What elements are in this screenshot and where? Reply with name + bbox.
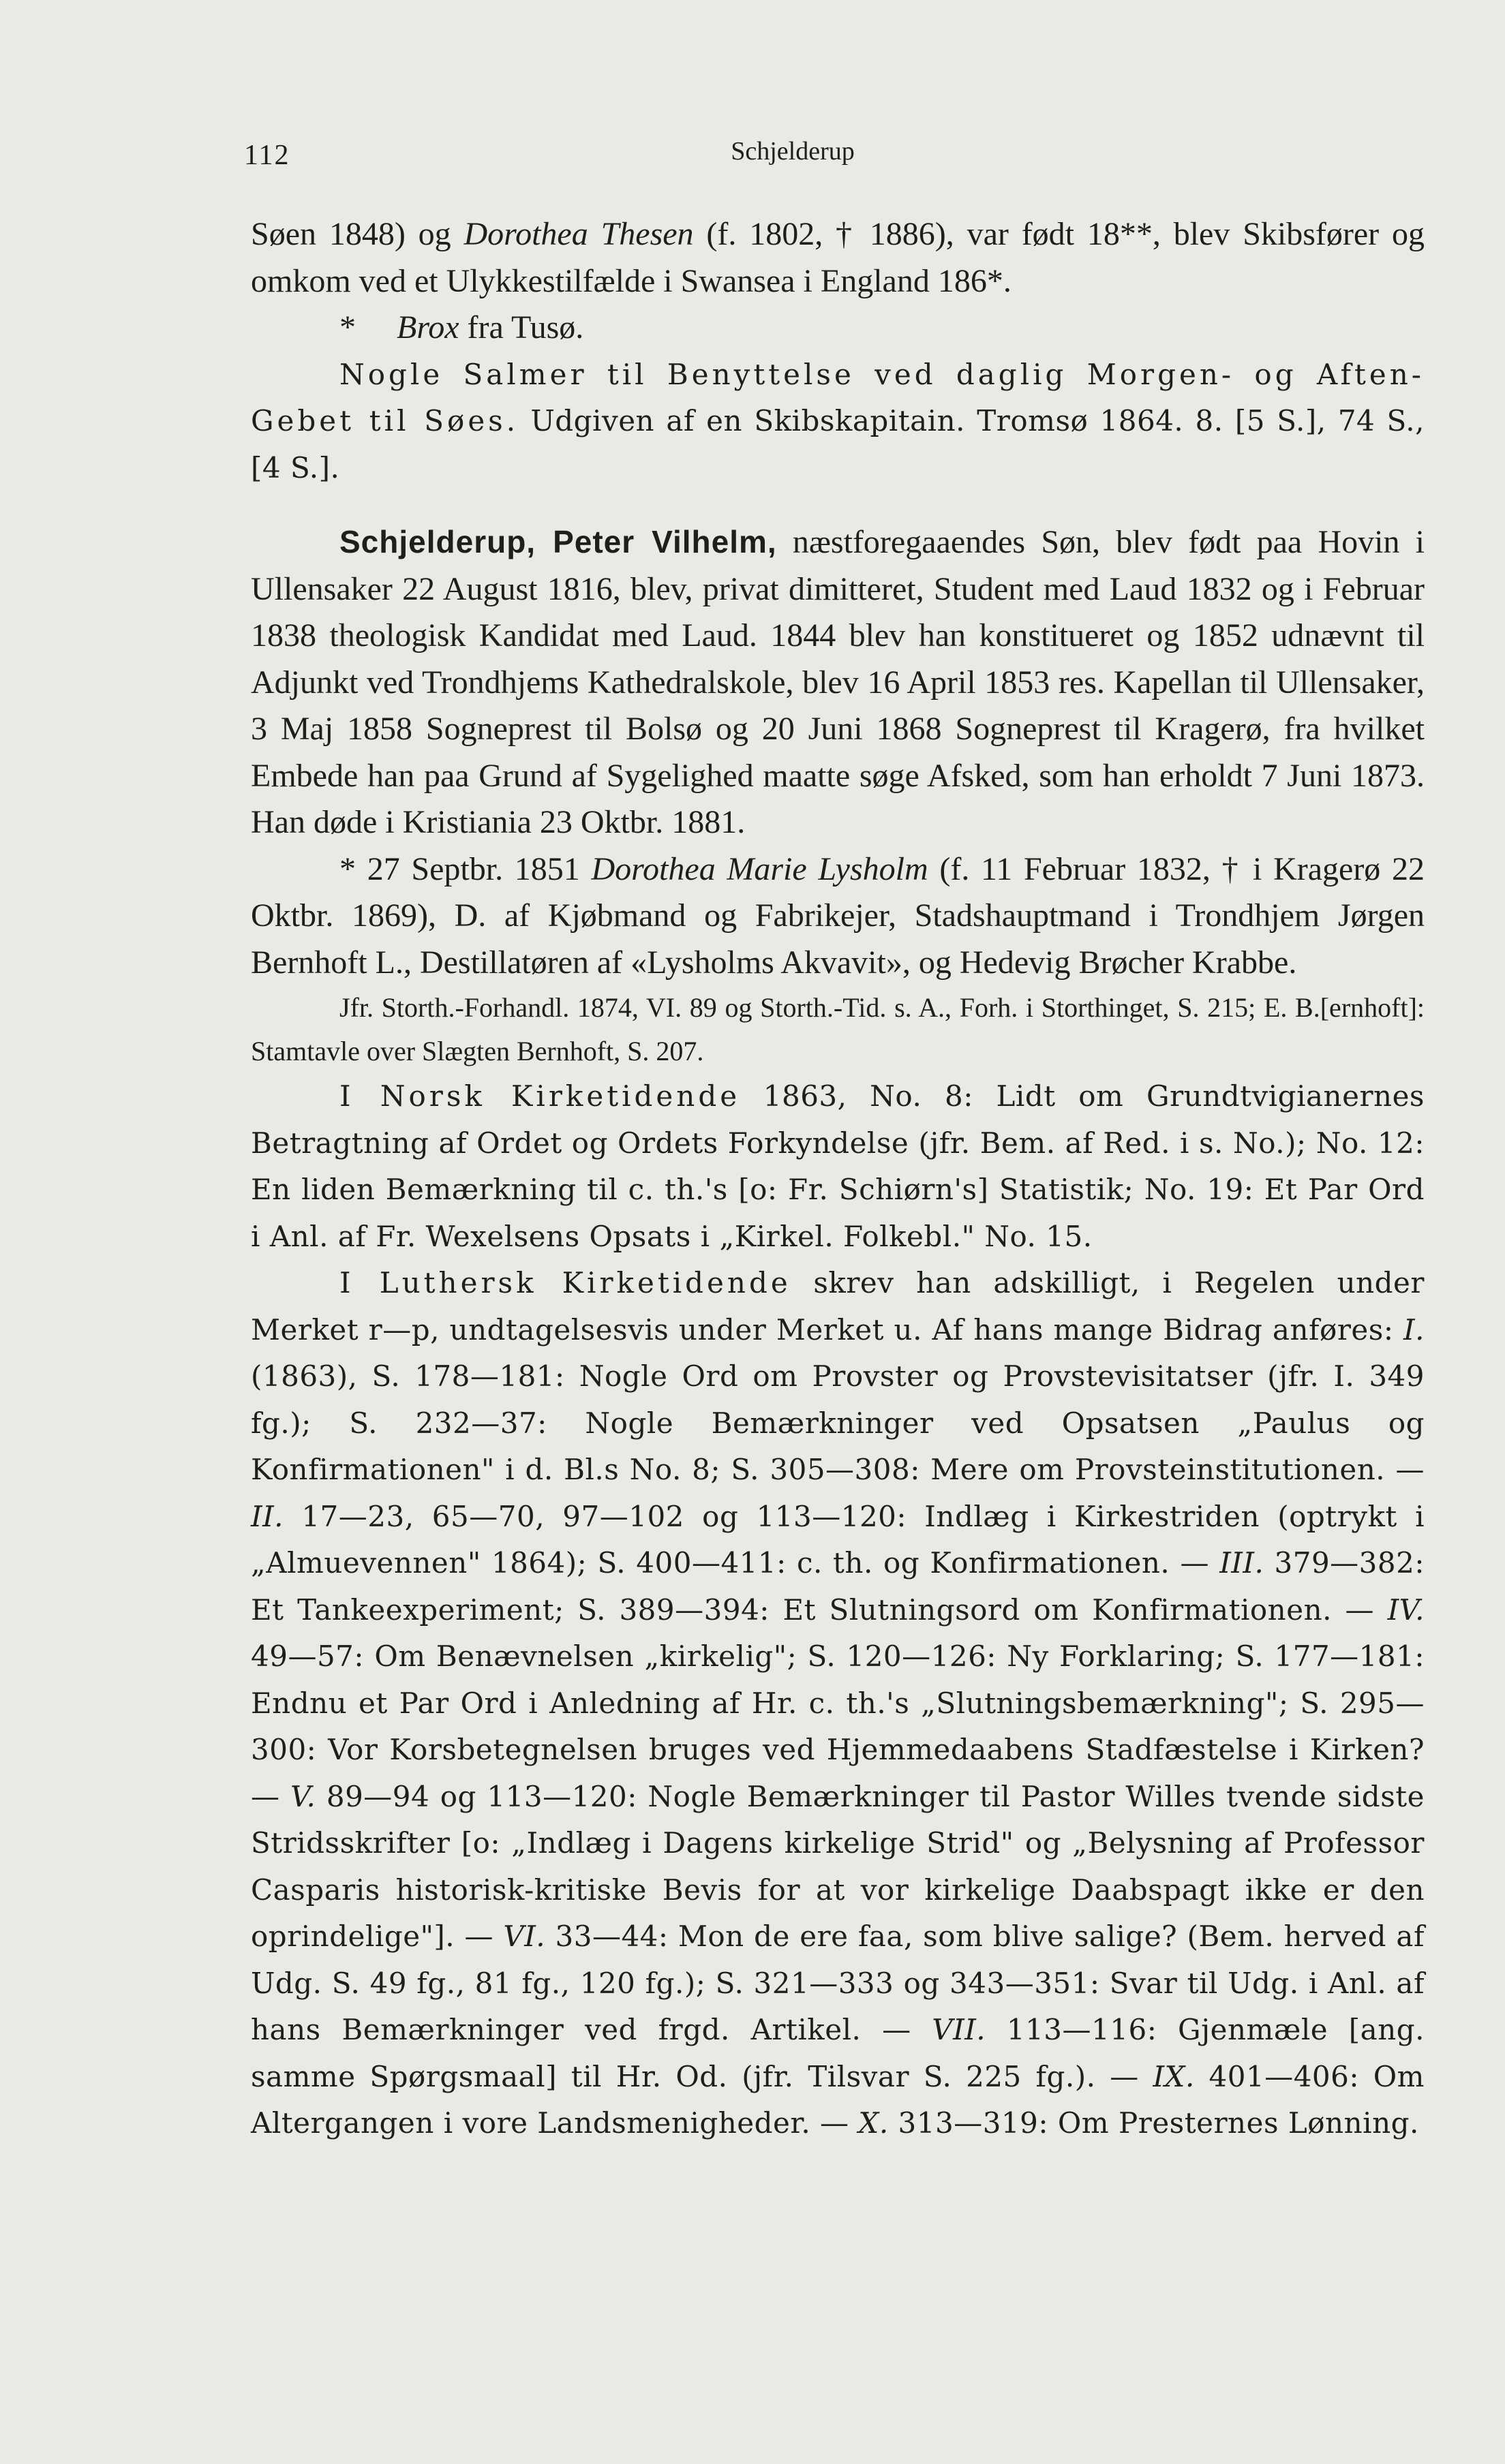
works-luthersk-h: 113—116: Gjenmæle [ang. samme Spørgsmaal] til Hr. Od. (jfr. Tilsvar S. 225 fg.). — [251,2013,1425,2093]
marriage-rest: (f. 11 Februar 1832, † i Kragerø 22 Oktbr. 1869), D. af Kjøbmand og Fabrikejer, Stadshauptmand i Trondhjem Jørgen Bernhoft L., Destillatøren af «Lysholms Akvavit», og Hedevig Brøcher Krabbe. [251,850,1425,981]
brox-rest: fra Tusø. [467,309,584,345]
volume-2: II. [251,1499,284,1533]
entry-name: Schjelderup, Peter Vilhelm, [339,524,777,559]
works-luthersk-a: skrev han adskilligt, i Regelen under Merket r—p, undtagelsesvis under Merket u. Af hans mange Bidrag anføres: [251,1266,1425,1346]
previous-work-title-rest: Udgiven af en Skibskapitain. Tromsø 1864. 8. [5 S.], 74 S., [4 S.]. [251,404,1425,484]
spouse-name: Dorothea Thesen [463,216,694,252]
previous-work-title-spaced: Nogle Salmer til Benyttelse ved daglig Morgen- og Aften-Gebet til Søes. [251,357,1425,437]
volume-4: IV. [1387,1592,1425,1627]
works-luthersk-f: 89—94 og 113—120: Nogle Bemærkninger til Pastor Willes tvende sidste Stridsskrifter [o: „Indlæg i Dagens kirkelige Strid" og „Belysning af Professor Casparis historisk-kritiske Bevis for at vor kirkelige Daabspagt ikke er den oprindelige"]. — [251,1779,1425,1953]
brox-line [251,305,1425,352]
entry-references: Jfr. Storth.-Forhandl. 1874, VI. 89 og Storth.-Tid. s. A., Forh. i Storthinget, S. 215; E. B.[ernhoft]: Stamtavle over Slægten Bernhoft, S. 207. [251,992,1425,1066]
page-header [244,136,1301,177]
volume-9: IX. [1153,2059,1195,2093]
previous-work-title [251,352,1425,492]
entry-biography [251,519,1425,846]
works-luthersk-e: 49—57: Om Benævnelsen „kirkelig"; S. 120—126: Ny Forklaring; S. 177—181: Endnu et Par Ord i Anledning af Hr. c. th.'s „Slutningsbemærkning"; S. 295—300: Vor Korsbetegnelsen bruges ved Hjemmedaabens Stadfæstelse i Kirken? — [251,1639,1425,1813]
brox-name: Brox [397,309,459,345]
running-head: Schjelderup [731,137,855,166]
periodical-norsk: I Norsk Kirketidende [339,1079,741,1113]
previous-entry-line: Søen 1848) og [251,216,451,252]
marriage-star: * [339,309,356,345]
works-luthersk-d: 379—382: Et Tankeexperiment; S. 389—394: Et Slutningsord om Konfirmationen. — [251,1546,1425,1627]
works-luthersk-j: 313—319: Om Presternes Lønning. [898,2106,1419,2140]
works-luthersk-g: 33—44: Mon de ere faa, som blive salige? (Bem. herved af Udg. S. 49 fg., 81 fg., 120 fg.); S. 321—333 og 343—351: Svar til Udg. i Anl. af hans Bemærkninger ved frgd. Artikel. — [251,1920,1425,2046]
volume-5: V. [290,1779,316,1813]
marriage-prefix: * 27 Septbr. 1851 [339,850,580,887]
volume-6: VI. [503,1920,546,1953]
works-norsk-text: 1863, No. 8: Lidt om Grundtvigianernes Betragtning af Ordet og Ordets Forkyndelse (jfr. Bem. af Red. i s. No.); No. 12: En liden Bemærkning til c. th.'s [o: Fr. Schiørn's] Statistik; No. 19: Et Par Ord i Anl. af Fr. Wexelsens Opsats i „Kirkel. Folkebl." No. 15. [251,1079,1425,1253]
works-luthersk-b: (1863), S. 178—181: Nogle Ord om Provster og Provstevisitatser (jfr. I. 349 fg.); S. 232—37: Nogle Bemærkninger ved Opsatsen „Paulus og Konfirmationen" i d. Bl.s No. 8; S. 305—308: Mere om Provsteinstitutionen. — [251,1359,1425,1486]
wife-name: Dorothea Marie Lysholm [591,850,928,887]
previous-entry-rest: (f. 1802, † 1886), var født 18**, blev Skibsfører og omkom ved et Ulykkestilfælde i Swansea i England 186*. [251,216,1425,299]
works-luthersk-kirketidende [251,1260,1425,2147]
periodical-luthersk: I Luthersk Kirketidende [339,1266,791,1299]
works-luthersk-c: 17—23, 65—70, 97—102 og 113—120: Indlæg i Kirkestriden (optrykt i „Almuevennen" 1864); S. 400—411: c. th. og Konfirmationen. — [251,1499,1425,1580]
works-luthersk-i: 401—406: Om Altergangen i vore Landsmenigheder. — [251,2059,1425,2140]
page-number: 112 [244,140,290,171]
volume-7: VII. [932,2013,986,2046]
previous-entry-text [251,211,1425,305]
volume-10: X. [858,2106,889,2140]
entry-biography-text: næstforegaaendes Søn, blev født paa Hovin i Ullensaker 22 August 1816, blev, privat dimitteret, Student med Laud 1832 og i Februar 1838 theologisk Kandidat med Laud. 1844 blev han konstitueret og 1852 udnævnt til Adjunkt ved Trondhjems Kathedralskole, blev 16 April 1853 res. Kapellan til Ullensaker, 3 Maj 1858 Sogneprest til Bolsø og 20 Juni 1868 Sogneprest til Kragerø, fra hvilket Embede han paa Grund af Sygelighed maatte søge Afsked, som han erholdt 7 Juni 1873. Han døde i Kristiania 23 Oktbr. 1881. [251,524,1425,840]
page-body [251,211,1425,2147]
volume-1: I. [1403,1312,1425,1346]
entry-marriage [251,846,1425,987]
volume-3: III. [1219,1546,1264,1580]
works-norsk-kirketidende [251,1073,1425,1260]
